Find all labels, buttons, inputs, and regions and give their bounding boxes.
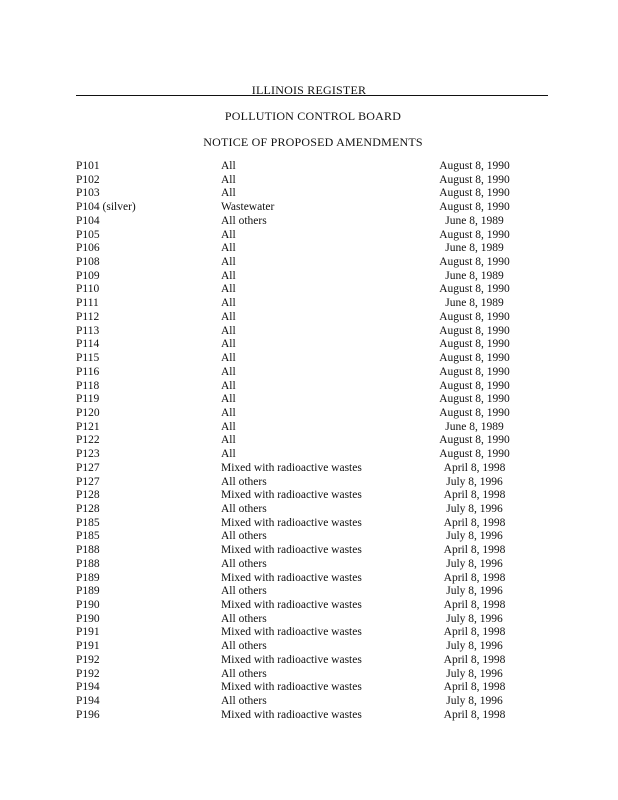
waste-code: P104 [76, 214, 100, 227]
waste-code: P188 [76, 544, 100, 557]
table-row [76, 695, 528, 709]
waste-code: P128 [76, 489, 100, 502]
table-row [76, 201, 528, 215]
board-title: POLLUTION CONTROL BOARD [224, 109, 402, 123]
table-row [76, 338, 528, 352]
register-title: ILLINOIS REGISTER [251, 83, 367, 97]
table-row [76, 681, 528, 695]
table-row [76, 393, 528, 407]
effective-date: August 8, 1990 [439, 406, 510, 419]
waste-code: P122 [76, 434, 100, 447]
table-row [76, 421, 528, 435]
table-row [76, 325, 528, 339]
effective-date: August 8, 1990 [439, 160, 510, 172]
waste-scope: Mixed with radioactive wastes [221, 516, 362, 529]
table-row [76, 572, 528, 586]
waste-scope: Mixed with radioactive wastes [221, 681, 362, 694]
effective-date: April 8, 1998 [443, 653, 506, 666]
table-row [76, 503, 528, 517]
waste-scope: All [221, 379, 236, 392]
waste-code: P188 [76, 557, 100, 570]
table-row [76, 270, 528, 284]
waste-code: P111 [76, 297, 99, 310]
waste-code: P196 [76, 708, 100, 721]
waste-scope: All [221, 406, 236, 419]
effective-date: June 8, 1989 [445, 297, 504, 310]
waste-code: P121 [76, 420, 100, 433]
table-row [76, 256, 528, 270]
effective-date: August 8, 1990 [439, 365, 510, 378]
waste-scope: All [221, 283, 236, 296]
waste-scope: All [221, 256, 236, 269]
waste-scope: All [221, 393, 236, 406]
table-row [76, 613, 528, 627]
effective-date: July 8, 1996 [446, 502, 503, 515]
waste-code: P108 [76, 256, 100, 269]
waste-code: P104 (silver) [76, 201, 136, 214]
waste-scope: Mixed with radioactive wastes [221, 544, 362, 557]
waste-scope: All others [221, 214, 267, 227]
waste-scope: Mixed with radioactive wastes [221, 653, 362, 666]
table-row [76, 174, 528, 188]
waste-code: P120 [76, 406, 100, 419]
waste-scope: Mixed with radioactive wastes [221, 571, 362, 584]
table-row [76, 311, 528, 325]
waste-code: P194 [76, 681, 100, 694]
waste-code: P190 [76, 612, 100, 625]
table-row [76, 544, 528, 558]
table-row [76, 448, 528, 462]
waste-code: P192 [76, 667, 100, 680]
waste-code: P194 [76, 695, 100, 708]
effective-date: July 8, 1996 [446, 585, 503, 598]
table-row [76, 709, 528, 723]
waste-code: P102 [76, 173, 100, 186]
waste-scope: All [221, 324, 236, 337]
waste-scope: Wastewater [221, 201, 275, 214]
table-row [76, 654, 528, 668]
table-row [76, 585, 528, 599]
table-row [76, 297, 528, 311]
waste-code: P191 [76, 626, 100, 639]
waste-scope: All others [221, 612, 267, 625]
effective-date: April 8, 1998 [443, 516, 506, 529]
waste-scope: All [221, 448, 236, 461]
effective-date: July 8, 1996 [446, 530, 503, 543]
waste-scope: All [221, 310, 236, 323]
table-row [76, 462, 528, 476]
effective-date: April 8, 1998 [443, 599, 506, 611]
waste-scope: All [221, 420, 236, 433]
table-row [76, 380, 528, 394]
waste-scope: All [221, 297, 236, 310]
table-row [76, 352, 528, 366]
table-row [76, 668, 528, 682]
effective-date: August 8, 1990 [439, 379, 510, 392]
waste-code: P185 [76, 530, 100, 543]
effective-date: June 8, 1989 [445, 214, 504, 227]
waste-code: P189 [76, 571, 100, 584]
effective-date: July 8, 1996 [446, 667, 503, 680]
waste-scope: All [221, 352, 236, 365]
effective-date: August 8, 1990 [439, 310, 510, 323]
table-row [76, 187, 528, 201]
waste-code: P112 [76, 310, 100, 323]
waste-scope: All [221, 173, 236, 186]
waste-scope: All [221, 187, 236, 200]
waste-code: P110 [76, 283, 100, 296]
waste-scope: All [221, 365, 236, 378]
effective-date: August 8, 1990 [439, 324, 510, 337]
effective-date: April 8, 1998 [443, 489, 506, 502]
effective-date: April 8, 1998 [443, 708, 506, 721]
waste-code: P128 [76, 502, 100, 515]
waste-scope: All [221, 160, 236, 172]
effective-date: August 8, 1990 [439, 228, 510, 241]
table-row [76, 530, 528, 544]
table-row [76, 283, 528, 297]
effective-date: July 8, 1996 [446, 640, 503, 653]
effective-date: August 8, 1990 [439, 283, 510, 296]
table-row [76, 517, 528, 531]
effective-date: August 8, 1990 [439, 434, 510, 447]
effective-date: April 8, 1998 [443, 571, 506, 584]
table-row [76, 558, 528, 572]
table-row [76, 215, 528, 229]
waste-scope: All [221, 228, 236, 241]
waste-scope: Mixed with radioactive wastes [221, 599, 362, 611]
effective-date: August 8, 1990 [439, 201, 510, 214]
effective-date: July 8, 1996 [446, 612, 503, 625]
waste-code: P192 [76, 653, 100, 666]
waste-scope: Mixed with radioactive wastes [221, 626, 362, 639]
effective-date: August 8, 1990 [439, 338, 510, 351]
effective-date: August 8, 1990 [439, 173, 510, 186]
effective-date: June 8, 1989 [445, 242, 504, 255]
table-row [76, 160, 528, 174]
waste-code: P118 [76, 379, 100, 392]
table-row [76, 476, 528, 490]
waste-code: P116 [76, 365, 100, 378]
effective-date: April 8, 1998 [443, 461, 506, 474]
effective-date: August 8, 1990 [439, 393, 510, 406]
waste-scope: All others [221, 667, 267, 680]
effective-date: June 8, 1989 [445, 420, 504, 433]
effective-date: July 8, 1996 [446, 557, 503, 570]
table-row [76, 242, 528, 256]
waste-code: P190 [76, 599, 100, 611]
waste-scope: All others [221, 695, 267, 708]
effective-date: August 8, 1990 [439, 352, 510, 365]
waste-code: P106 [76, 242, 100, 255]
table-row [76, 434, 528, 448]
waste-code: P114 [76, 338, 100, 351]
waste-scope: All others [221, 557, 267, 570]
waste-scope: Mixed with radioactive wastes [221, 461, 362, 474]
table-row [76, 489, 528, 503]
waste-scope: All others [221, 585, 267, 598]
effective-date: August 8, 1990 [439, 448, 510, 461]
waste-scope: All [221, 338, 236, 351]
waste-code: P189 [76, 585, 100, 598]
table-row [76, 407, 528, 421]
waste-scope: All others [221, 475, 267, 488]
waste-scope: All [221, 242, 236, 255]
waste-code: P123 [76, 448, 100, 461]
table-row [76, 626, 528, 640]
waste-code: P115 [76, 352, 100, 365]
waste-scope: All others [221, 530, 267, 543]
effective-date: June 8, 1989 [445, 269, 504, 282]
effective-date: July 8, 1996 [446, 475, 503, 488]
table-row [76, 640, 528, 654]
waste-code-table [76, 160, 528, 722]
effective-date: April 8, 1998 [443, 626, 506, 639]
waste-code: P103 [76, 187, 100, 200]
effective-date: August 8, 1990 [439, 256, 510, 269]
effective-date: July 8, 1996 [446, 695, 503, 708]
waste-code: P119 [76, 393, 100, 406]
waste-code: P185 [76, 516, 100, 529]
table-row [76, 229, 528, 243]
notice-title: NOTICE OF PROPOSED AMENDMENTS [203, 135, 423, 149]
waste-scope: All others [221, 502, 267, 515]
waste-code: P101 [76, 160, 100, 172]
waste-scope: All [221, 434, 236, 447]
waste-scope: Mixed with radioactive wastes [221, 489, 362, 502]
effective-date: April 8, 1998 [443, 544, 506, 557]
waste-code: P109 [76, 269, 100, 282]
waste-scope: Mixed with radioactive wastes [221, 708, 362, 721]
waste-scope: All [221, 269, 236, 282]
waste-code: P105 [76, 228, 100, 241]
table-row [76, 599, 528, 613]
effective-date: August 8, 1990 [439, 187, 510, 200]
table-row [76, 366, 528, 380]
waste-code: P127 [76, 475, 100, 488]
effective-date: April 8, 1998 [443, 681, 506, 694]
waste-code: P191 [76, 640, 100, 653]
waste-code: P127 [76, 461, 100, 474]
waste-scope: All others [221, 640, 267, 653]
waste-code: P113 [76, 324, 100, 337]
